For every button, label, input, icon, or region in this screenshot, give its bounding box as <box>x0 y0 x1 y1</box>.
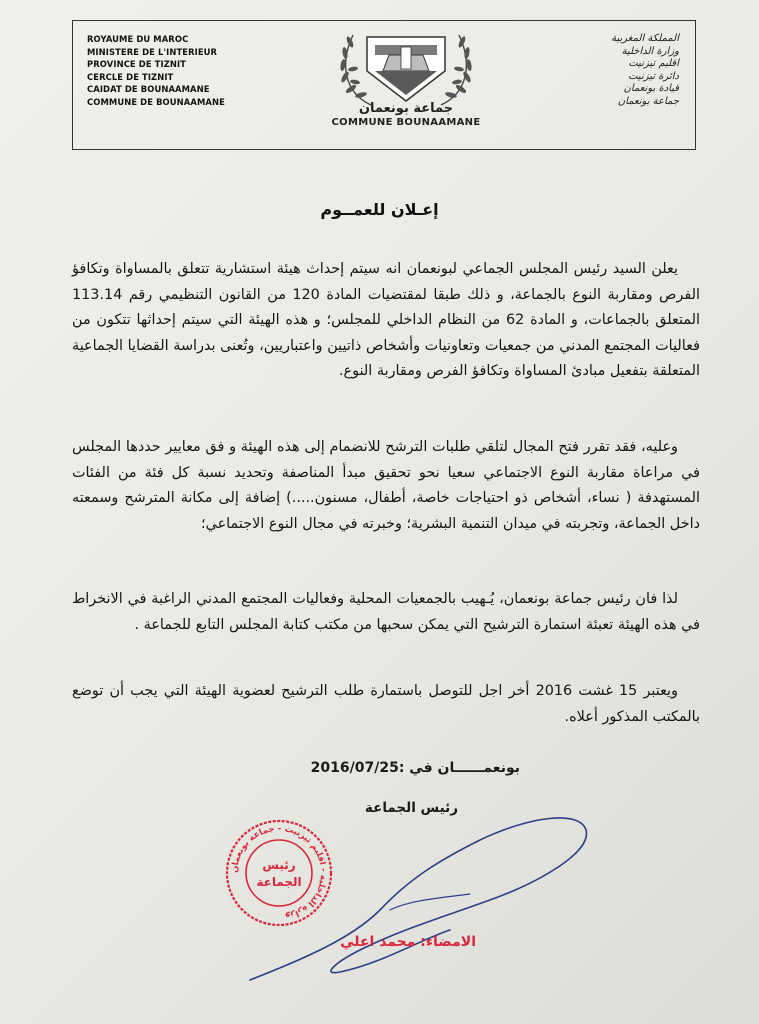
document-title: إعـلان للعمــوم <box>320 200 439 219</box>
paragraph-text: ويعتبر 15 غشت 2016 أخر اجل للتوصل باستمارة طلب الترشيح لعضوية الهيئة التي يجب أن توضع بالمكتب المذكور أعلاه. <box>72 683 700 725</box>
letterhead-french-line: PROVINCE DE TIZNIT <box>87 59 186 70</box>
letterhead <box>72 20 696 150</box>
paragraph-text: لذا فان رئيس جماعة بونعمان، يُـهيب بالجمعيات المحلية وفعاليات المجتمع المدني الراغبة في الانخراط في هذه الهيئة تعبئة استمارة الترشيح التي يمكن سحبها من مكتب كتابة المجلس التابع للجماعة . <box>72 591 700 633</box>
letterhead-arabic-line: دائرة تيزنيت <box>628 70 679 82</box>
letterhead-french-line: ROYAUME DU MAROC <box>87 34 189 44</box>
handwritten-signature-icon <box>240 790 600 990</box>
commune-emblem-icon <box>331 25 481 111</box>
paragraph-deadline <box>72 679 700 730</box>
signature-label: الامضاء: محمد اعلي <box>340 934 476 950</box>
signatory-title: رئيس الجماعة <box>364 800 458 816</box>
letterhead-french-line: MINISTERE DE L'INTERIEUR <box>87 46 218 57</box>
letterhead-french <box>87 33 225 109</box>
paragraph-text: وعليه، فقد تقرر فتح المجال لتلقي طلبات الترشح للانضمام إلى هذه الهيئة و فق معايير حددها المجلس في مراعاة مقاربة النوع الاجتماعي سعيا نحو تحقيق مبدأ المناصفة وتحديد نسبة كل فئة من الفئات المستهدفة ( نساء، أشخاص ذو احتياجات خاصة، أطفال، مسنون.....) إضافة إلى مكانة المترشح وسمعته داخل الجماعة، وتجربته في ميدان التنمية البشرية؛ وخبرته في مجال النوع الاجتماعي؛ <box>72 439 700 532</box>
letterhead-arabic-line: المملكة المغربية <box>611 33 679 44</box>
letterhead-arabic-line: اقليم تيزنيت <box>628 58 679 70</box>
letterhead-arabic <box>611 33 679 109</box>
paragraph-invitation <box>72 587 700 638</box>
stamp-center-line: الجماعة <box>256 875 302 889</box>
letterhead-arabic-line: وزارة الداخلية <box>621 45 679 57</box>
paragraph-criteria <box>72 435 700 537</box>
place-and-date: بونعمــــــان في :2016/07/25 <box>310 760 520 776</box>
letterhead-arabic-line: جماعة بونعمان <box>617 95 679 107</box>
letterhead-french-line: CAIDAT DE BOUNAAMANE <box>87 84 210 95</box>
letterhead-arabic-line: قيادة بونعمان <box>623 83 679 95</box>
stamp-ring-text: وزارة الداخلية - اقليم تيزنيت - جماعة بونعمان <box>229 823 329 922</box>
letterhead-french-line: CERCLE DE TIZNIT <box>87 71 174 82</box>
logo-french-caption: COMMUNE BOUNAAMANE <box>331 117 481 128</box>
stamp-center-line: رئيس <box>262 858 296 872</box>
paragraph-announcement <box>72 257 700 385</box>
logo-arabic-caption: جماعة بونعمان <box>358 101 454 116</box>
letterhead-french-line: COMMUNE DE BOUNAAMANE <box>87 96 225 107</box>
paragraph-text: يعلن السيد رئيس المجلس الجماعي لبونعمان انه سيتم إحداث هيئة استشارية تتعلق بالمساواة وتكافؤ الفرص ومقاربة النوع بالجماعة، و ذلك طبقا لمقتضيات المادة 120 من القانون التنظيمي رقم 113.14 المتعلق بالجماعات، و المادة 62 من النظام الداخلي للمجلس؛ و هذه الهيئة التي سيتم إحداثها تتكون من فعاليات المجتمع المدني من جمعيات وتعاونيات وأشخاص ذاتيين واعتباريين، وتُعنى بدراسة القضايا الجماعية المتعلقة بتفعيل مبادئ المساواة وتكافؤ الفرص ومقاربة النوع. <box>72 261 700 380</box>
